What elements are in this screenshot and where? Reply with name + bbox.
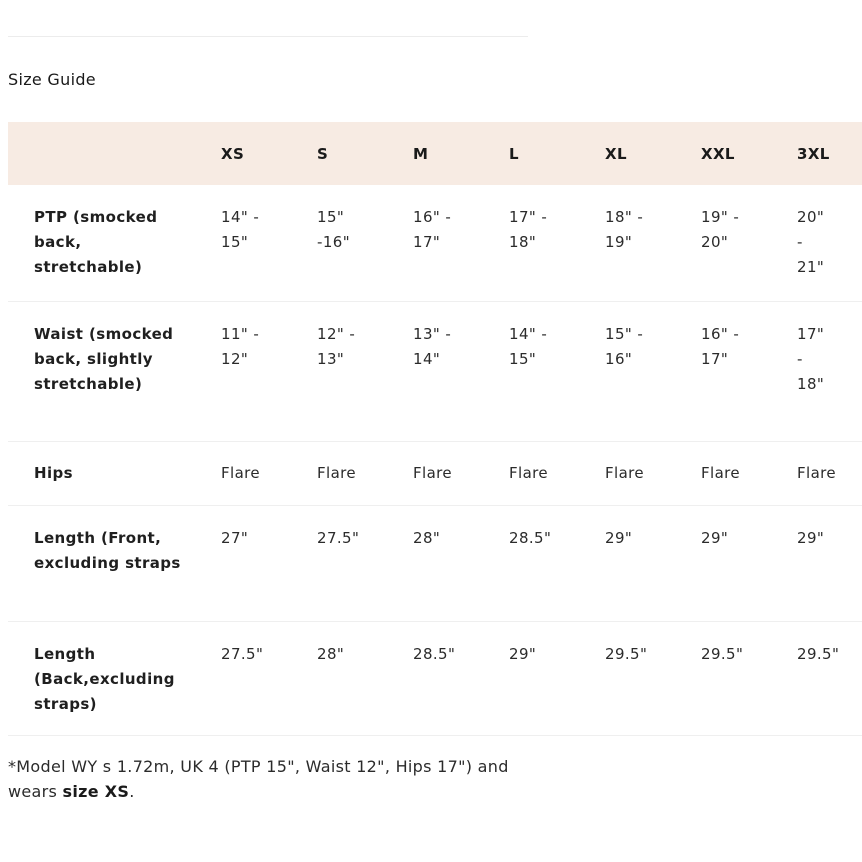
model-size-footnote [8, 754, 528, 804]
table-row-length-back [8, 621, 862, 735]
table-cell: 29.5" [797, 644, 840, 663]
table-cell: 12" - 13" [317, 324, 356, 368]
table-cell: 19" - 20" [701, 208, 740, 251]
footnote-text: *Model WY s 1.72m, UK 4 (PTP 15", Waist 12", Hips 17") and wears [8, 757, 509, 801]
table-cell: 27.5" [317, 528, 360, 547]
table-cell: 29" [509, 644, 537, 663]
table-cell: Flare [701, 463, 741, 482]
table-cell: 18" - 19" [605, 208, 644, 251]
table-header-row [8, 122, 862, 185]
table-cell: 29" [605, 528, 633, 547]
row-label: Length (Front, excluding straps [34, 528, 181, 572]
table-cell: 27" [221, 528, 249, 547]
table-cell: Flare [509, 463, 549, 482]
table-row-ptp [8, 185, 862, 301]
table-cell: 14" - 15" [509, 324, 548, 368]
row-label: Hips [34, 463, 73, 482]
table-cell: Flare [413, 463, 453, 482]
table-cell: 16" - 17" [413, 208, 452, 251]
table-cell: 11" - 12" [221, 324, 260, 368]
row-label: Length (Back,excluding straps) [34, 644, 175, 713]
header-size-xxl: XXL [701, 144, 735, 163]
table-cell: 15" -16" [317, 208, 350, 251]
table-cell: 20" - 21" [797, 208, 825, 276]
footnote-size-emphasis: size XS [62, 782, 130, 801]
table-cell: Flare [797, 463, 837, 482]
table-cell: 16" - 17" [701, 324, 740, 368]
table-cell: 17" - 18" [509, 208, 548, 251]
header-size-l: L [509, 144, 519, 163]
table-cell: 17" - 18" [797, 324, 825, 393]
header-size-m: M [413, 144, 429, 163]
row-label: Waist (smocked back, slightly stretchable) [34, 324, 174, 393]
table-cell: 15" - 16" [605, 324, 644, 368]
header-size-xs: XS [221, 144, 245, 163]
table-cell: Flare [317, 463, 357, 482]
table-cell: 28.5" [509, 528, 552, 547]
section-title: Size Guide [8, 70, 96, 89]
table-cell: 29.5" [605, 644, 648, 663]
row-label: PTP (smocked back, stretchable) [34, 208, 158, 276]
header-size-s: S [317, 144, 329, 163]
table-cell: 27.5" [221, 644, 264, 663]
header-empty-cell [8, 122, 221, 185]
table-cell: Flare [605, 463, 645, 482]
table-row-waist [8, 301, 862, 441]
size-guide-table [8, 122, 862, 736]
table-cell: 13" - 14" [413, 324, 452, 368]
table-row-hips [8, 441, 862, 505]
table-cell: 14" - 15" [221, 208, 260, 251]
table-row-length-front [8, 505, 862, 621]
table-cell: 29.5" [701, 644, 744, 663]
table-cell: 29" [797, 528, 825, 547]
header-size-xl: XL [605, 144, 627, 163]
footnote-end: . [129, 782, 135, 801]
header-size-3xl: 3XL [797, 144, 830, 163]
table-cell: 28" [317, 644, 345, 663]
table-cell: 29" [701, 528, 729, 547]
table-cell: 28.5" [413, 644, 456, 663]
table-cell: Flare [221, 463, 261, 482]
top-divider [8, 36, 528, 37]
table-cell: 28" [413, 528, 441, 547]
